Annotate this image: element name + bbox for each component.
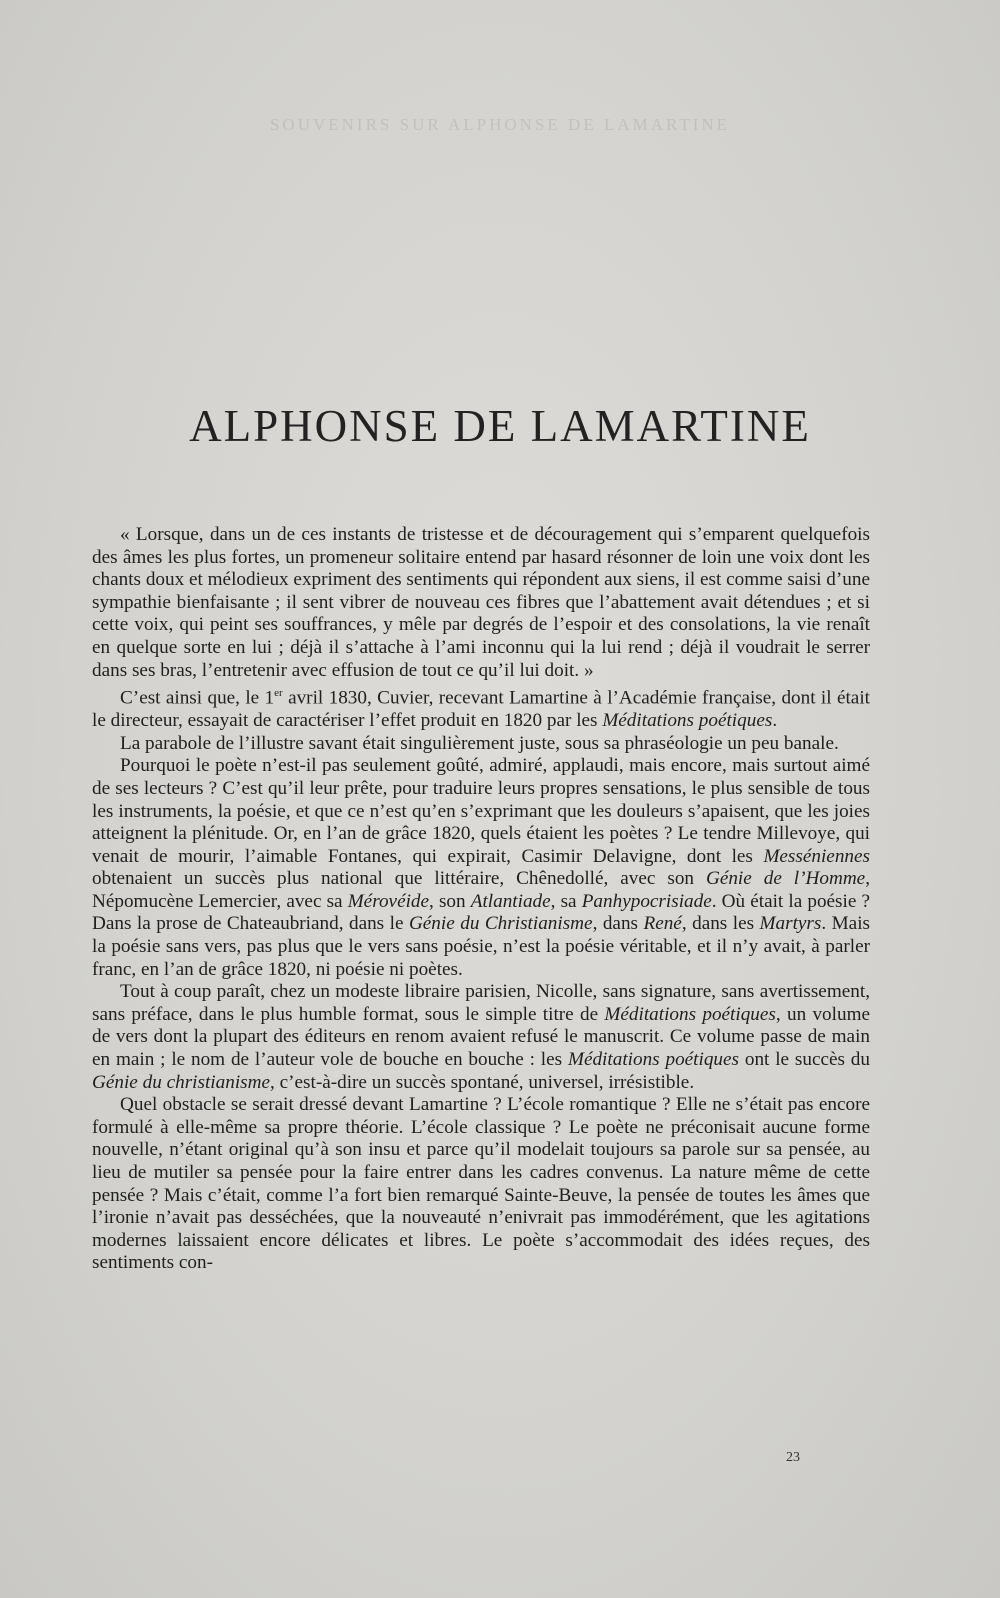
work-title: Méditations poétiques	[604, 1003, 776, 1025]
work-title: Méditations poétiques	[567, 1049, 740, 1071]
work-title: Génie de l’Homme	[705, 868, 866, 890]
work-title: Méditations poétiques	[602, 710, 773, 732]
paragraph-4	[92, 755, 870, 981]
paragraph-1	[92, 524, 870, 682]
paragraph-text: « Lorsque, dans un de ces instants de tristesse et de découragement qui s’emparent quelquefois des âmes les plus fortes, un promeneur solitaire entend par hasard résonner de loin une voix dont les chants doux et mélodieux expriment des sentiments qui répondent aux siens, il est comme saisi d’une sympathie bienfaisante ; il sent vibrer de nouveau ces fibres que l’abattement avait détendues ; et si cette voix, qui peint ses souffrances, y mêle par degrés de l’espoir et des consolations, la vie renaît en quelque sorte en lui ; déjà il s’attache à l’ami inconnu qui la lui rend ; déjà il voudrait le serrer dans ses bras, l’entretenir avec effusion de tout ce qu’il lui doit. »	[92, 524, 870, 681]
paragraph-text: , dans	[592, 913, 644, 935]
page-number: 23	[786, 1450, 800, 1465]
paragraph-text: obtenaient un succès plus national que littéraire, Chênedollé, avec son	[92, 868, 706, 890]
work-title: Panhypocrisiade	[581, 890, 712, 912]
paragraph-text: Quel obstacle se serait dressé devant Lamartine ? L’école romantique ? Elle ne s’était pas encore formulé à elle-même sa propre théorie. L’école classique ? Le poète ne préconisait aucune forme nouvelle, n’étant original qu’à son insu et parce qu’il modelait toujours sa parole sur sa pensée, au lieu de mutiler sa pensée pour la faire entrer dans les cadres convenus. La nature même de cette pensée ? Mais c’était, comme l’a fort bien remarqué Sainte-Beuve, la pensée de toutes les âmes que l’ironie n’avait pas desséchées, que la nouveauté n’enivrait pas immodérément, que les agitations modernes laissaient encore délicates et libres. Le poète s’accommodait des idées reçues, des sentiments con-	[92, 1094, 870, 1274]
work-title: Messéniennes	[763, 845, 870, 867]
paragraph-2	[92, 682, 870, 733]
work-title: Génie du Christianisme	[408, 913, 593, 935]
body-text	[92, 524, 870, 1275]
paragraph-text: , son	[429, 890, 471, 912]
paragraph-3	[92, 733, 870, 756]
paragraph-5	[92, 981, 870, 1094]
paragraph-text: , Népomucène Lemercier, avec sa	[92, 868, 870, 912]
work-title: Mérovéide	[347, 890, 430, 912]
paragraph-text: , dans les	[681, 913, 760, 935]
paragraph-text: Pourquoi le poète n’est-il pas seulement goûté, admiré, applaudi, mais encore, mais surtout aimé de ses lecteurs ? C’est qu’il leur prête, pour traduire leurs propres sensations, le plus sensible de tous les instruments, la poésie, et que ce n’est qu’en s’exprimant que les douleurs s’apaisent, que les joies atteignent la plénitude. Or, en l’an de grâce 1820, quels étaient les poètes ? Le tendre Millevoye, qui venait de mourir, l’aimable Fontanes, qui expirait, Casimir Delavigne, dont les	[92, 755, 870, 867]
work-title: Martyrs	[759, 913, 822, 935]
paragraph-text: , un volume de vers dont la plupart des éditeurs en renom avaient refusé le manuscrit. Ce volume passe de main en main ; le nom de l’auteur vole de bouche en bouche : les	[92, 1003, 871, 1071]
work-title: René	[643, 913, 682, 935]
paragraph-text: C’est ainsi que, le 1	[120, 687, 275, 709]
paragraph-text: La parabole de l’illustre savant était singulièrement juste, sous sa phraséologie un peu banale.	[120, 732, 839, 754]
work-title: Atlantiade	[470, 890, 551, 912]
paragraph-text: .	[772, 710, 778, 732]
paragraph-6	[92, 1094, 870, 1275]
chapter-title: ALPHONSE DE LAMARTINE	[189, 401, 811, 451]
paragraph-text: . Où était la poésie ? Dans la prose de Chateaubriand, dans le	[92, 890, 871, 935]
paragraph-text: avril 1830, Cuvier, recevant Lamartine à l’Académie française, dont il était le directeur, essayait de caractériser l’effet produit en 1820 par les	[92, 687, 870, 732]
paragraph-text: ont le succès du	[739, 1049, 870, 1071]
work-title: Génie du christianisme	[92, 1071, 270, 1093]
paragraph-text: , c’est-à-dire un succès spontané, universel, irrésistible.	[270, 1071, 695, 1093]
paragraph-text: . Mais la poésie sans vers, pas plus que le vers sans poésie, n’est la poésie véritable, et il n’y avait, à parler franc, en l’an de grâce 1820, ni poésie ni poètes.	[92, 913, 870, 980]
bleed-through-running-head: SOUVENIRS SUR ALPHONSE DE LAMARTINE	[269, 115, 731, 134]
paragraph-text: , sa	[550, 890, 582, 912]
superscript: er	[274, 687, 283, 700]
paragraph-text: Tout à coup paraît, chez un modeste libraire parisien, Nicolle, sans signature, sans avertissement, sans préface, dans le plus humble format, sous le simple titre de	[92, 981, 870, 1025]
